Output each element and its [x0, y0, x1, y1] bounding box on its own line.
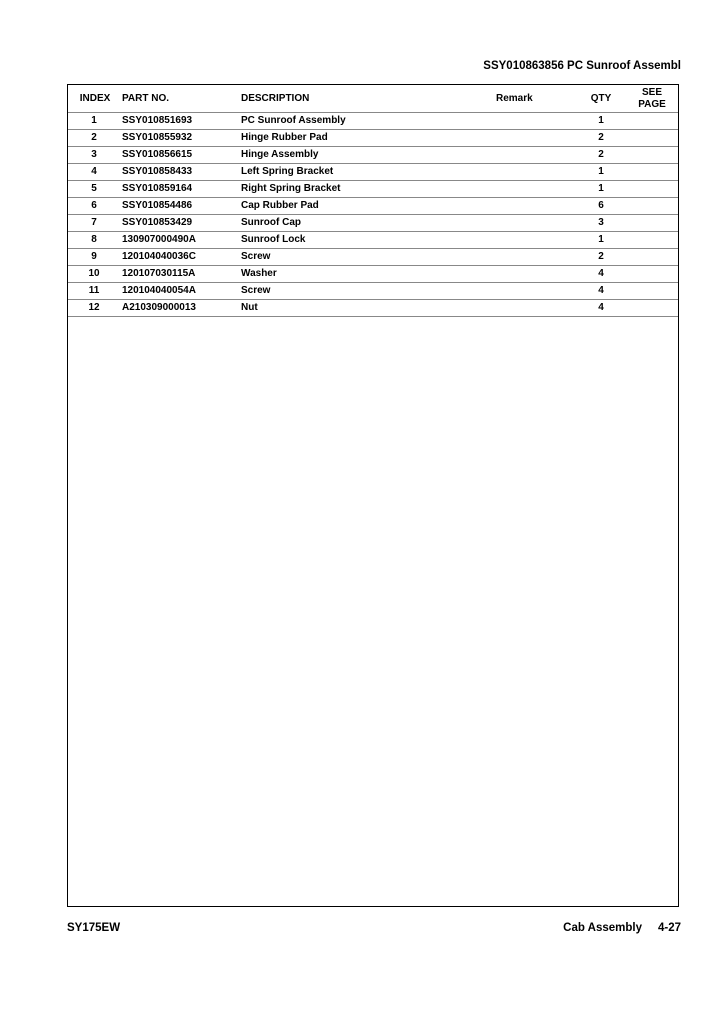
- row-see-page: [626, 181, 678, 198]
- row-description: Right Spring Bracket: [241, 181, 496, 198]
- row-qty: 4: [576, 266, 626, 283]
- row-remark: [496, 266, 576, 283]
- row-part-no: SSY010853429: [120, 215, 241, 232]
- row-qty: 1: [576, 113, 626, 130]
- row-see-page: [626, 215, 678, 232]
- row-remark: [496, 300, 576, 317]
- row-index: 5: [68, 181, 120, 198]
- row-remark: [496, 181, 576, 198]
- table-row: [68, 181, 678, 198]
- parts-table-body: [68, 113, 678, 317]
- row-description: Washer: [241, 266, 496, 283]
- row-index: 9: [68, 249, 120, 266]
- column-header-remark: Remark: [496, 85, 576, 113]
- table-row: [68, 300, 678, 317]
- row-part-no: SSY010854486: [120, 198, 241, 215]
- row-remark: [496, 130, 576, 147]
- footer-section-page: [563, 922, 681, 934]
- row-index: 8: [68, 232, 120, 249]
- row-part-no: 120104040054A: [120, 283, 241, 300]
- row-remark: [496, 198, 576, 215]
- parts-list-frame: [67, 84, 679, 907]
- row-description: Screw: [241, 283, 496, 300]
- column-header-description: DESCRIPTION: [241, 85, 496, 113]
- table-row: [68, 232, 678, 249]
- row-remark: [496, 147, 576, 164]
- row-index: 10: [68, 266, 120, 283]
- row-remark: [496, 232, 576, 249]
- row-index: 7: [68, 215, 120, 232]
- row-remark: [496, 113, 576, 130]
- table-row: [68, 164, 678, 181]
- table-header-row: [68, 85, 678, 113]
- row-index: 2: [68, 130, 120, 147]
- row-remark: [496, 283, 576, 300]
- row-remark: [496, 164, 576, 181]
- table-row: [68, 147, 678, 164]
- column-header-index: INDEX: [68, 85, 120, 113]
- row-qty: 2: [576, 249, 626, 266]
- row-description: Sunroof Cap: [241, 215, 496, 232]
- footer-page-number: 4-27: [657, 922, 681, 934]
- row-index: 1: [68, 113, 120, 130]
- row-qty: 4: [576, 300, 626, 317]
- row-see-page: [626, 232, 678, 249]
- row-qty: 3: [576, 215, 626, 232]
- row-part-no: A210309000013: [120, 300, 241, 317]
- row-qty: 2: [576, 147, 626, 164]
- row-description: Nut: [241, 300, 496, 317]
- row-qty: 1: [576, 181, 626, 198]
- row-remark: [496, 249, 576, 266]
- row-part-no: 120104040036C: [120, 249, 241, 266]
- row-see-page: [626, 113, 678, 130]
- table-row: [68, 130, 678, 147]
- table-row: [68, 249, 678, 266]
- row-qty: 4: [576, 283, 626, 300]
- row-description: Hinge Assembly: [241, 147, 496, 164]
- row-description: Screw: [241, 249, 496, 266]
- row-see-page: [626, 249, 678, 266]
- row-part-no: SSY010855932: [120, 130, 241, 147]
- row-qty: 2: [576, 130, 626, 147]
- row-see-page: [626, 266, 678, 283]
- row-see-page: [626, 300, 678, 317]
- row-part-no: SSY010859164: [120, 181, 241, 198]
- row-index: 12: [68, 300, 120, 317]
- footer-model: SY175EW: [67, 922, 121, 934]
- footer-section-title: Cab Assembly: [563, 922, 642, 934]
- row-description: PC Sunroof Assembly: [241, 113, 496, 130]
- row-index: 4: [68, 164, 120, 181]
- row-index: 11: [68, 283, 120, 300]
- row-see-page: [626, 164, 678, 181]
- page-header-title: SSY010863856 PC Sunroof Assembl: [483, 60, 681, 72]
- row-description: Left Spring Bracket: [241, 164, 496, 181]
- table-row: [68, 198, 678, 215]
- table-row: [68, 113, 678, 130]
- table-row: [68, 283, 678, 300]
- column-header-part-no: PART NO.: [120, 85, 241, 113]
- row-part-no: SSY010856615: [120, 147, 241, 164]
- row-description: Hinge Rubber Pad: [241, 130, 496, 147]
- row-index: 6: [68, 198, 120, 215]
- row-part-no: SSY010851693: [120, 113, 241, 130]
- table-row: [68, 215, 678, 232]
- row-see-page: [626, 198, 678, 215]
- row-qty: 1: [576, 232, 626, 249]
- row-part-no: SSY010858433: [120, 164, 241, 181]
- row-see-page: [626, 147, 678, 164]
- row-see-page: [626, 283, 678, 300]
- row-see-page: [626, 130, 678, 147]
- row-qty: 1: [576, 164, 626, 181]
- table-row: [68, 266, 678, 283]
- parts-table: [68, 85, 678, 317]
- column-header-qty: QTY: [576, 85, 626, 113]
- row-index: 3: [68, 147, 120, 164]
- row-remark: [496, 215, 576, 232]
- row-description: Sunroof Lock: [241, 232, 496, 249]
- row-part-no: 130907000490A: [120, 232, 241, 249]
- row-qty: 6: [576, 198, 626, 215]
- column-header-see-page: SEE PAGE: [626, 85, 678, 113]
- row-part-no: 120107030115A: [120, 266, 241, 283]
- row-description: Cap Rubber Pad: [241, 198, 496, 215]
